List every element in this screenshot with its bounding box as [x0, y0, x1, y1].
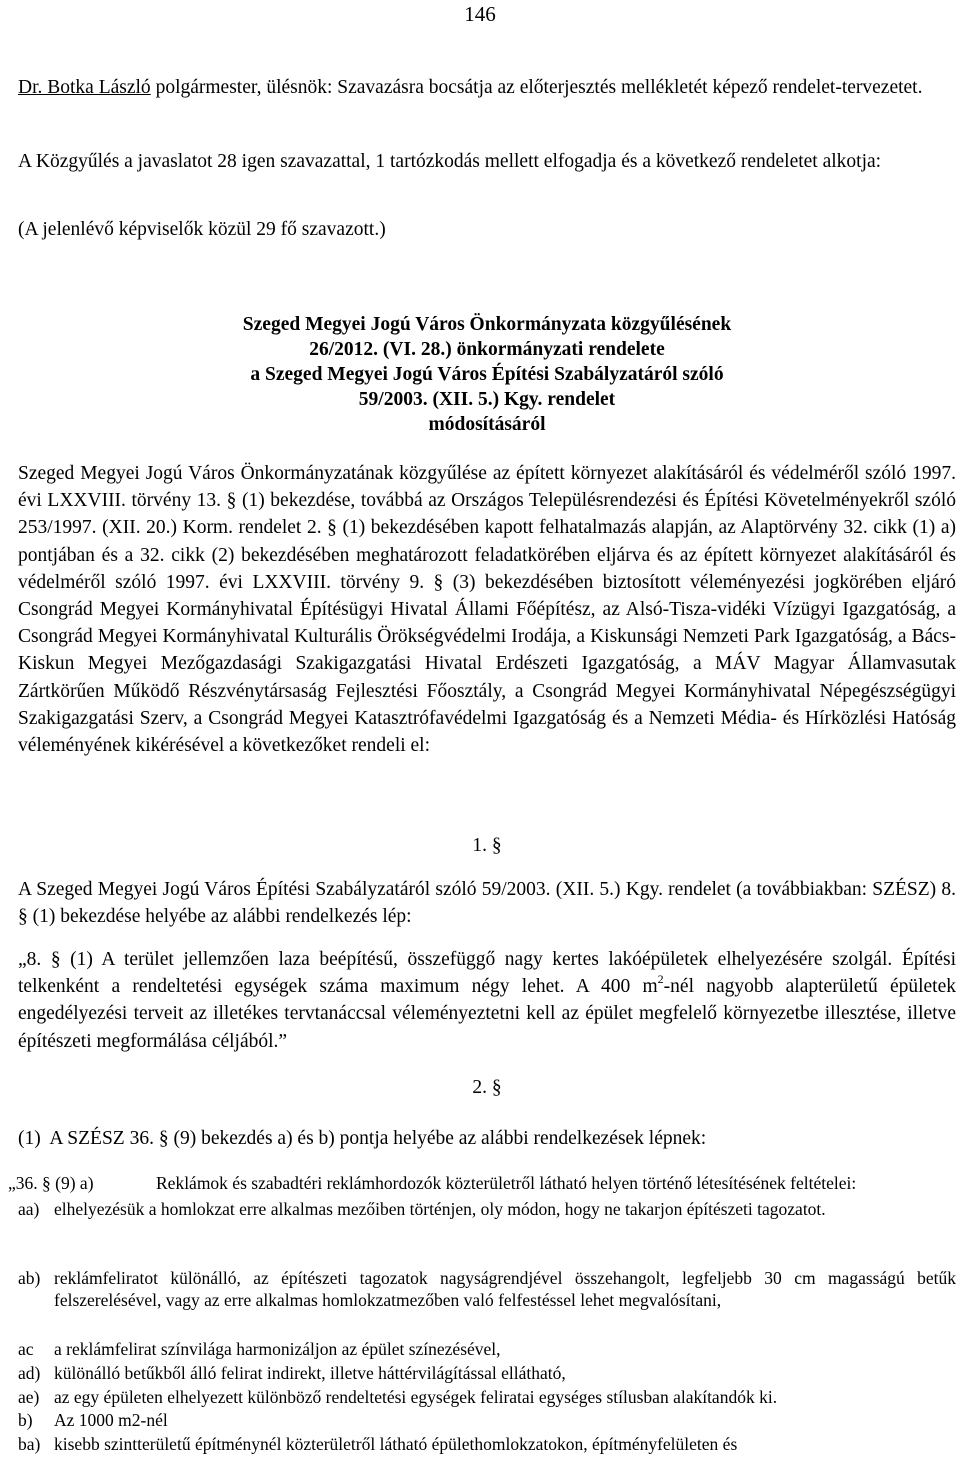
attendance-text: (A jelenlévő képviselők közül 29 fő szavazott.) — [18, 219, 386, 240]
list-item — [18, 1433, 956, 1455]
list-item-label: ac — [18, 1339, 34, 1359]
section-1-heading-text: 1. § — [472, 835, 502, 856]
section-1-quote — [18, 946, 956, 1055]
section-2-heading — [18, 1074, 956, 1101]
list-item-label: ae) — [18, 1387, 40, 1407]
speaker-text: polgármester, ülésnök: Szavazásra bocsátja az előterjesztés mellékletét képező rendelet-tervezetet. — [150, 77, 923, 98]
attendance-paragraph — [18, 216, 956, 243]
list-item-text: elhelyezésük a homlokzat erre alkalmas mezőiben történjen, oly módon, hogy ne takarjon építészeti tagozatot. — [54, 1199, 826, 1219]
quote-part-a: „8. § (1) A terület jellemzően laza beépítésű, összefüggő nagy kertes lakóépületek elhelyezésére szolgál. Építési telkenként a rendeltetési egységek száma maximum négy lehet. A 400 m — [18, 949, 956, 998]
title-line-1: Szeged Megyei Jogú Város Önkormányzata közgyűlésének — [242, 314, 732, 335]
list-item-label: aa) — [18, 1199, 40, 1219]
list-item — [18, 1338, 956, 1360]
title-line-2: 26/2012. (VI. 28.) önkormányzati rendelete — [309, 339, 665, 360]
list-item-label: ad) — [18, 1363, 41, 1383]
list-item-text: a reklámfelirat színvilága harmonizáljon az épület színezésével, — [54, 1339, 501, 1359]
list-item — [18, 1267, 956, 1311]
title-line-5: módosításáról — [428, 414, 546, 435]
section-2-intro — [18, 1125, 956, 1152]
title-line-4: 59/2003. (XII. 5.) Kgy. rendelet — [358, 389, 616, 410]
list-item — [18, 1198, 956, 1220]
quote-part-b: -nél nagyobb alapterületű épületek engedélyezési terveit az illetékes tervtanáccsal véleményeztetni kell az épület megfelelő környezetbe illesztése, illetve építészeti megformálása céljából.” — [18, 976, 956, 1052]
preamble-paragraph — [18, 460, 956, 759]
section-1-heading — [18, 832, 956, 859]
section-2-quote — [8, 1172, 956, 1194]
list-item-text: kisebb szintterületű építménynél közterületről látható épülethomlokzatokon, építményfelületen és — [54, 1434, 738, 1454]
title-line-3: a Szeged Megyei Jogú Város Építési Szabályzatáról szóló — [250, 364, 724, 385]
list-item-label: b) — [18, 1410, 33, 1430]
vote-result-text: A Közgyűlés a javaslatot 28 igen szavazattal, 1 tartózkodás mellett elfogadja és a következő rendeletet alkotja: — [18, 151, 882, 172]
speaker-name: Dr. Botka László — [18, 77, 151, 98]
page-number: 146 — [464, 2, 496, 26]
list-item-text: reklámfeliratot különálló, az építészeti tagozatok nagyságrendjével összehangolt, legfeljebb 30 cm magasságú betűk felszerelésével, vagy az erre alkalmas homlokzatmezőben való felfestéssel lehet megvalósítani, — [54, 1268, 956, 1310]
list-item-label: ab) — [18, 1268, 41, 1288]
section-2-intro-text: (1) A SZÉSZ 36. § (9) bekezdés a) és b) pontja helyébe az alábbi rendelkezések lépnek: — [18, 1128, 707, 1149]
quote-label: „36. § (9) a) — [8, 1173, 94, 1193]
list-item-text: az egy épületen elhelyezett különböző rendeltetési egységek feliratai egységes stílusban alakítandók ki. — [54, 1387, 778, 1407]
speaker-paragraph — [18, 74, 956, 101]
list-item — [18, 1409, 956, 1431]
list-item-text: különálló betűkből álló felirat indirekt, illetve háttérvilágítással ellátható, — [54, 1363, 566, 1383]
regulation-title — [18, 312, 956, 437]
list-item-label: ba) — [18, 1434, 41, 1454]
vote-result-paragraph — [18, 148, 956, 175]
quote-text: Reklámok és szabadtéri reklámhordozók közterületről látható helyen történő létesítésének feltételei: — [156, 1173, 857, 1193]
section-1-intro-text: A Szeged Megyei Jogú Város Építési Szabályzatáról szóló 59/2003. (XII. 5.) Kgy. rendelet (a továbbiakban: SZÉSZ) 8. § (1) bekezdése helyébe az alábbi rendelkezés lép: — [18, 879, 956, 927]
section-2-heading-text: 2. § — [472, 1077, 502, 1098]
quote-superscript: 2 — [657, 971, 664, 986]
list-item — [18, 1362, 956, 1384]
section-1-intro — [18, 876, 956, 930]
preamble-text: Szeged Megyei Jogú Város Önkormányzatának közgyűlése az épített környezet alakításáról és védelméről szóló 1997. évi LXXVIII. törvény 13. § (1) bekezdése, továbbá az Országos Településrendezési és Építési Követelményekről szóló 253/1997. (XII. 20.) Korm. rendelet 2. § (1) bekezdésében kapott felhatalmazás alapján, az Alaptörvény 32. cikk (1) a) pontjában és a 32. cikk (2) bekezdésében meghatározott feladatkörében eljárva és az épített környezet alakításáról és védelméről szóló 1997. évi LXXVIII. törvény 9. § (3) bekezdésében biztosított véleményezési jogkörében eljáró Csongrád Megyei Kormányhivatal Építésügyi Hivatal Állami Főépítész, az Alsó-Tisza-vidéki Vízügyi Igazgatóság, a Csongrád Megyei Kormányhivatal Kulturális Örökségvédelmi Irodája, a Kiskunsági Nemzeti Park Igazgatóság, a Bács-Kiskun Megyei Mezőgazdasági Szakigazgatási Hivatal Erdészeti Igazgatóság, a MÁV Magyar Államvasutak Zártkörűen Működő Részvénytársaság Fejlesztési Főosztály, a Csongrád Megyei Kormányhivatal Népegészségügyi Szakigazgatási Szerv, a Csongrád Megyei Katasztrófavédelmi Igazgatóság és a Nemzeti Média- és Hírközlési Hatóság véleményének kikérésével a következőket rendeli el: — [18, 463, 956, 757]
list-item-text: Az 1000 m2-nél — [54, 1410, 168, 1430]
list-item — [18, 1386, 956, 1408]
